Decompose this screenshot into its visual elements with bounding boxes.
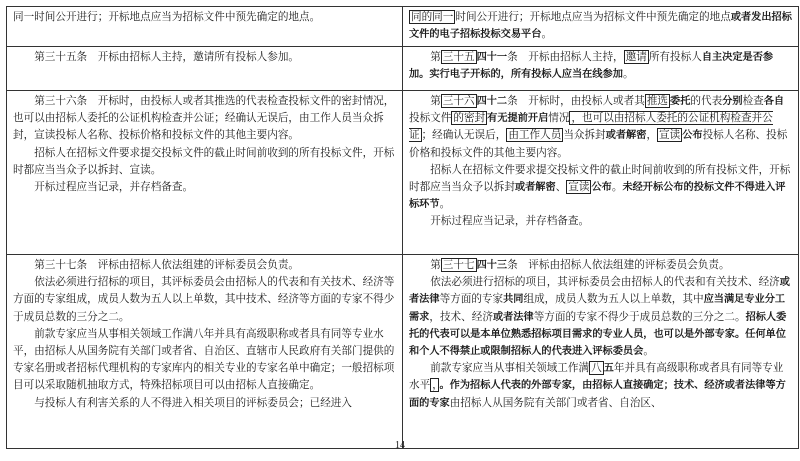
added-text: 四十二 xyxy=(476,96,508,107)
text-span: 。 xyxy=(611,181,623,194)
added-text: 或者解密 xyxy=(514,182,556,194)
old-text-paragraph: 与投标人有利害关系的人不得进入相关项目的评标委员会；已经进入 xyxy=(34,396,352,409)
right-cell xyxy=(403,255,799,449)
old-text-paragraph: 前款专家应当从事相关领域工作满八年并具有高级职称或者具有同等专业水平，由招标人从国务院有关部门或者省、自治区、直辖市人民政府有关部门提供的专家名册或者招标代理机构的专家库内的相关专业的专家名单中确定；一般招标项目可以采取随机抽取方式，特殊招标项目可以由招标人直接确定。 xyxy=(13,327,395,392)
old-text-paragraph: 第三十七条 评标由招标人依法组建的评标委员会负责。 xyxy=(34,259,300,271)
text-span: 。 xyxy=(622,68,634,81)
text-span: 组成，成员人数为五人以上单数，其中 xyxy=(523,293,704,306)
deleted-text: ， xyxy=(432,379,438,392)
new-text-paragraph xyxy=(409,360,792,412)
added-text: 或者法律 xyxy=(492,311,534,323)
text-span: 等方面的专家 xyxy=(439,293,504,306)
new-text-paragraph xyxy=(409,49,792,83)
text-span: 条 开标由招标人主持， xyxy=(507,51,624,63)
added-text: 分别 xyxy=(722,96,743,107)
text-span: 依法必须进行招标的项目，其评标委员会由招标人的代表和有关技术、经济 xyxy=(430,276,780,289)
new-text-paragraph xyxy=(409,213,792,230)
added-text: 委托 xyxy=(670,96,691,107)
right-cell xyxy=(403,7,799,47)
deleted-text: 三十六 xyxy=(442,95,475,107)
text-span: 第 xyxy=(430,95,441,107)
deleted-text: 的密封 xyxy=(453,112,486,125)
table-row xyxy=(7,47,799,91)
text-span: 情况 xyxy=(548,112,570,125)
text-span: 开标过程应当记录，并存档备查。 xyxy=(430,215,590,228)
text-span: 前款专家应当从事相关领域工作满 xyxy=(430,362,590,375)
text-span: 时间公开进行；开标地点应当为招标文件中预先确定的地点 xyxy=(455,11,731,23)
deleted-text: 三十五 xyxy=(442,51,475,63)
left-cell xyxy=(7,7,403,47)
text-span: 所有投标人 xyxy=(648,51,702,63)
text-span: 第 xyxy=(430,51,441,63)
table-row xyxy=(7,91,799,255)
text-span: ， xyxy=(646,129,658,142)
added-text: 招标人委托的代表可以是本单位熟悉招标项目需求的专业人员，也可以是外部专家。任何单位和个人不得禁止或限制招标人的代表进入评标委员会 xyxy=(409,311,787,358)
added-text: 应当满足专业分工需求 xyxy=(409,294,786,323)
deleted-text: 三十七 xyxy=(442,259,475,271)
text-span: 年并具有高级职称或者具有同等专业水平 xyxy=(409,362,784,392)
left-cell xyxy=(7,91,403,255)
added-text: 或者法律 xyxy=(409,277,790,306)
text-span: 、 xyxy=(555,181,567,194)
added-text: 共同 xyxy=(503,294,524,306)
deleted-text: ，也可以由招标人委托的公证机构检查并公证 xyxy=(409,112,773,142)
deleted-text: 邀请 xyxy=(625,51,647,63)
new-text-paragraph xyxy=(409,162,792,214)
comparison-table xyxy=(6,6,799,449)
added-text: 有无提前开启 xyxy=(487,113,549,125)
left-cell xyxy=(7,47,403,91)
added-text: 。作为招标人代表的外部专家，由招标人直接确定；技术、经济或者法律等方面的专家 xyxy=(409,380,786,409)
deleted-text: 八 xyxy=(591,362,602,375)
new-text-paragraph xyxy=(409,257,792,274)
table-row xyxy=(7,255,799,449)
deleted-text: 推选 xyxy=(646,95,669,107)
text-span: 第 xyxy=(430,259,441,271)
text-span: 条 开标时，由投标人或者其 xyxy=(507,95,645,107)
added-text: 或者解密 xyxy=(605,130,647,142)
new-text-paragraph xyxy=(409,274,792,360)
added-text: 四十三 xyxy=(476,260,508,271)
added-text: 或者发出招标文件的电子招标投标交易平台 xyxy=(409,12,792,41)
deleted-text: 宣读 xyxy=(659,129,681,142)
added-text: 公布 xyxy=(591,182,612,194)
text-span: 。 xyxy=(643,345,654,358)
text-span: 由招标人从国务院有关部门或者省、自治区、 xyxy=(449,396,662,409)
text-span: 等方面的专家不得少于成员总数的三分之二。 xyxy=(533,310,746,323)
left-cell xyxy=(7,255,403,449)
old-text-paragraph: 同一时间公开进行；开标地点应当为招标文件中预先确定的地点。 xyxy=(13,11,321,23)
text-span: 投标人名称、投标价格和投标文件的其他主要内容。 xyxy=(409,129,788,159)
added-text: 未经开标公布的投标文件不得进入评标环节 xyxy=(409,182,786,211)
deleted-text: 由工作人员 xyxy=(508,129,562,142)
text-span: 当众拆封 xyxy=(563,129,606,142)
right-cell xyxy=(403,91,799,255)
added-text: 五 xyxy=(603,363,614,375)
added-text: 四十一 xyxy=(476,52,508,63)
added-text: 自主决定是否参加。实行电子开标的，所有投标人应当在线参加 xyxy=(409,52,774,81)
text-span: 投标文件 xyxy=(409,112,452,125)
old-text-paragraph: 第三十五条 开标由招标人主持，邀请所有投标人参加。 xyxy=(34,51,300,63)
added-text: 公布 xyxy=(682,130,703,142)
text-span: 检查 xyxy=(742,95,764,107)
text-span: ；经确认无误后， xyxy=(421,129,507,142)
old-text-paragraph: 第三十六条 开标时，由投标人或者其推选的代表检查投标文件的密封情况，也可以由招标人委托的公证机构检查并公证；经确认无误后，由工作人员当众拆封，宣读投标人名称、投标价格和投标文件的其他主要内容。 xyxy=(13,95,395,142)
text-span: 。 xyxy=(541,28,553,41)
new-text-paragraph xyxy=(409,93,792,162)
page-number: 14 xyxy=(395,440,405,451)
text-span: 条 评标由招标人依法组建的评标委员会负责。 xyxy=(507,259,730,271)
text-span: ，技术、经济 xyxy=(429,310,493,323)
deleted-text: 宣读 xyxy=(568,181,590,194)
text-span: 招标人在招标文件要求提交投标文件的截止时间前收到的所有投标文件，开标时都应当当众予以拆封 xyxy=(409,163,791,194)
old-text-paragraph: 招标人在招标文件要求提交投标文件的截止时间前收到的所有投标文件，开标时都应当当众予以拆封、宣读。 xyxy=(13,146,395,176)
text-span: 的代表 xyxy=(690,95,723,107)
added-text: 各自 xyxy=(763,96,785,107)
deleted-text: 同的同一 xyxy=(411,11,454,23)
text-span: 。 xyxy=(439,198,451,211)
old-text-paragraph: 开标过程应当记录，并存档备查。 xyxy=(34,181,194,194)
old-text-paragraph: 依法必须进行招标的项目，其评标委员会由招标人的代表和有关技术、经济等方面的专家组成，成员人数为五人以上单数，其中技术、经济等方面的专家不得少于成员总数的三分之二。 xyxy=(13,276,395,323)
new-text-paragraph xyxy=(409,9,792,43)
right-cell xyxy=(403,47,799,91)
table-row xyxy=(7,7,799,47)
